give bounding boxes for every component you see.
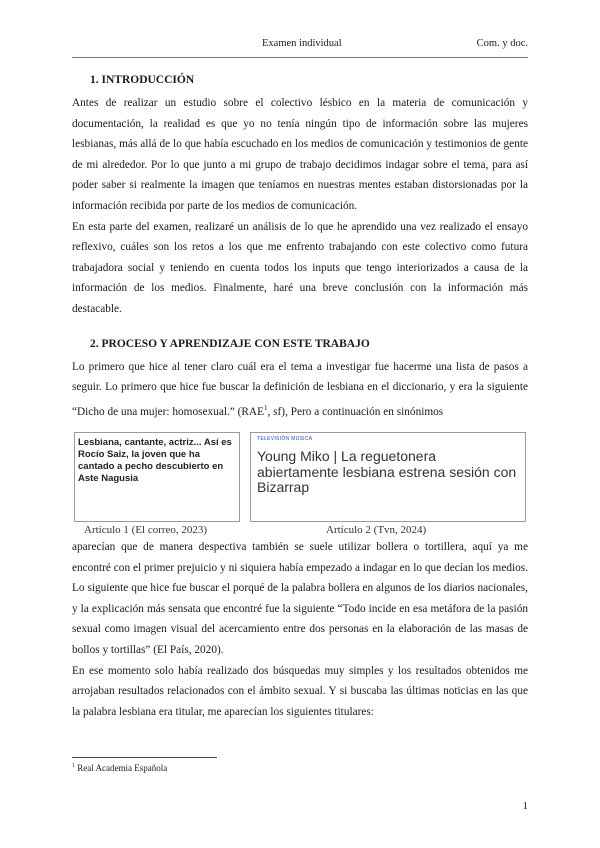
intro-paragraph-2: En esta parte del examen, realizaré un análisis de lo que he aprendido una vez realizado el ensayo reflexivo, cuáles son los retos a los que me enfrento trabajando con este colectivo como futura trabajadora social y teniendo en cuenta todos los inputs que tengo interiorizados a causa de la información de los medios. Finalmente, haré una breve conclusión con la información más destacable. bbox=[72, 220, 528, 315]
article-2-headline: Young Miko | La reguetonera abiertamente lesbiana estrena sesión con Bizarrap bbox=[257, 448, 517, 496]
section-heading-introduccion: 1. INTRODUCCIÓN bbox=[90, 74, 195, 86]
header-right: Com. y doc. bbox=[476, 38, 528, 49]
page-number: 1 bbox=[522, 800, 528, 812]
article-images bbox=[72, 432, 528, 537]
footnote bbox=[72, 763, 167, 773]
article-1-image bbox=[74, 432, 240, 522]
article-1-caption: Artículo 1 (El correo, 2023) bbox=[84, 524, 208, 537]
article-2-image bbox=[250, 432, 526, 522]
intro-paragraph-1: Antes de realizar un estudio sobre el colectivo lésbico en la materia de comunicación y documentación, la realidad es que yo no tenía ningún tipo de información sobre las mujeres lesbianas, más allá de lo que había escuchado en los medios de comunicación y testimonios de gente de mi alrededor. Por lo que junto a mi grupo de trabajo decidimos indagar sobre el tema, para así poder saber si realmente la imagen que teníamos en nuestras mentes estaban distorsionadas por la información recibida por parte de los medios de comunicación. bbox=[72, 97, 528, 212]
footnote-rule bbox=[72, 757, 217, 758]
proceso-p1-text-a: Lo primero que hice al tener claro cuál era el tema a investigar fue hacerme una lista de pasos a seguir. Lo primero que hice fue buscar la definición de lesbiana en el diccionario, y era la siguiente “Dicho de una mujer: homosexual.” (RAE bbox=[72, 360, 528, 418]
article-2-tag: TELEVISIÓN MUSICA bbox=[257, 436, 313, 443]
proceso-paragraph-1 bbox=[72, 357, 528, 423]
header-rule bbox=[72, 57, 528, 58]
proceso-paragraph-3: En ese momento solo había realizado dos búsquedas muy simples y los resultados obtenidos me arrojaban resultados relacionados con el ámbito sexual. Y si buscaba las últimas noticias en las que la palabra lesbiana era titular, me aparecían los siguientes titulares: bbox=[72, 664, 528, 718]
section-heading-proceso: 2. PROCESO Y APRENDIZAJE CON ESTE TRABAJO bbox=[90, 337, 370, 350]
footnote-text: Real Academia Española bbox=[75, 763, 168, 773]
article-2-caption: Artículo 2 (Tvn, 2024) bbox=[326, 524, 427, 537]
article-1-headline: Lesbiana, cantante, actriz... Así es Rocío Saiz, la joven que ha cantado a pecho descubierto en Aste Nagusia bbox=[78, 437, 232, 485]
page-content bbox=[72, 70, 528, 722]
proceso-p1-text-b: , sf), Pero a continuación en sinónimos bbox=[267, 405, 444, 418]
footnote-number: 1 bbox=[72, 763, 75, 769]
footnote-ref: 1 bbox=[264, 403, 268, 412]
header-left: Examen individual bbox=[262, 38, 342, 49]
proceso-paragraph-2: aparecían que de manera despectiva también se suele utilizar bollera o tortillera, aquí ya me encontré con el primer prejuicio y ni siquiera había empezado a indagar en lo que decían los medios. Lo siguiente que hice fue buscar el porqué de la palabra bollera en algunos de los diarios nacionales, y la explicación más sensata que encontré fue la siguiente “Todo incide en esa metáfora de la pasión sexual como imagen visual del acercamiento entre dos personas en la elaboración de las masas de bollos y tortillas” (El País, 2020). bbox=[72, 541, 528, 657]
